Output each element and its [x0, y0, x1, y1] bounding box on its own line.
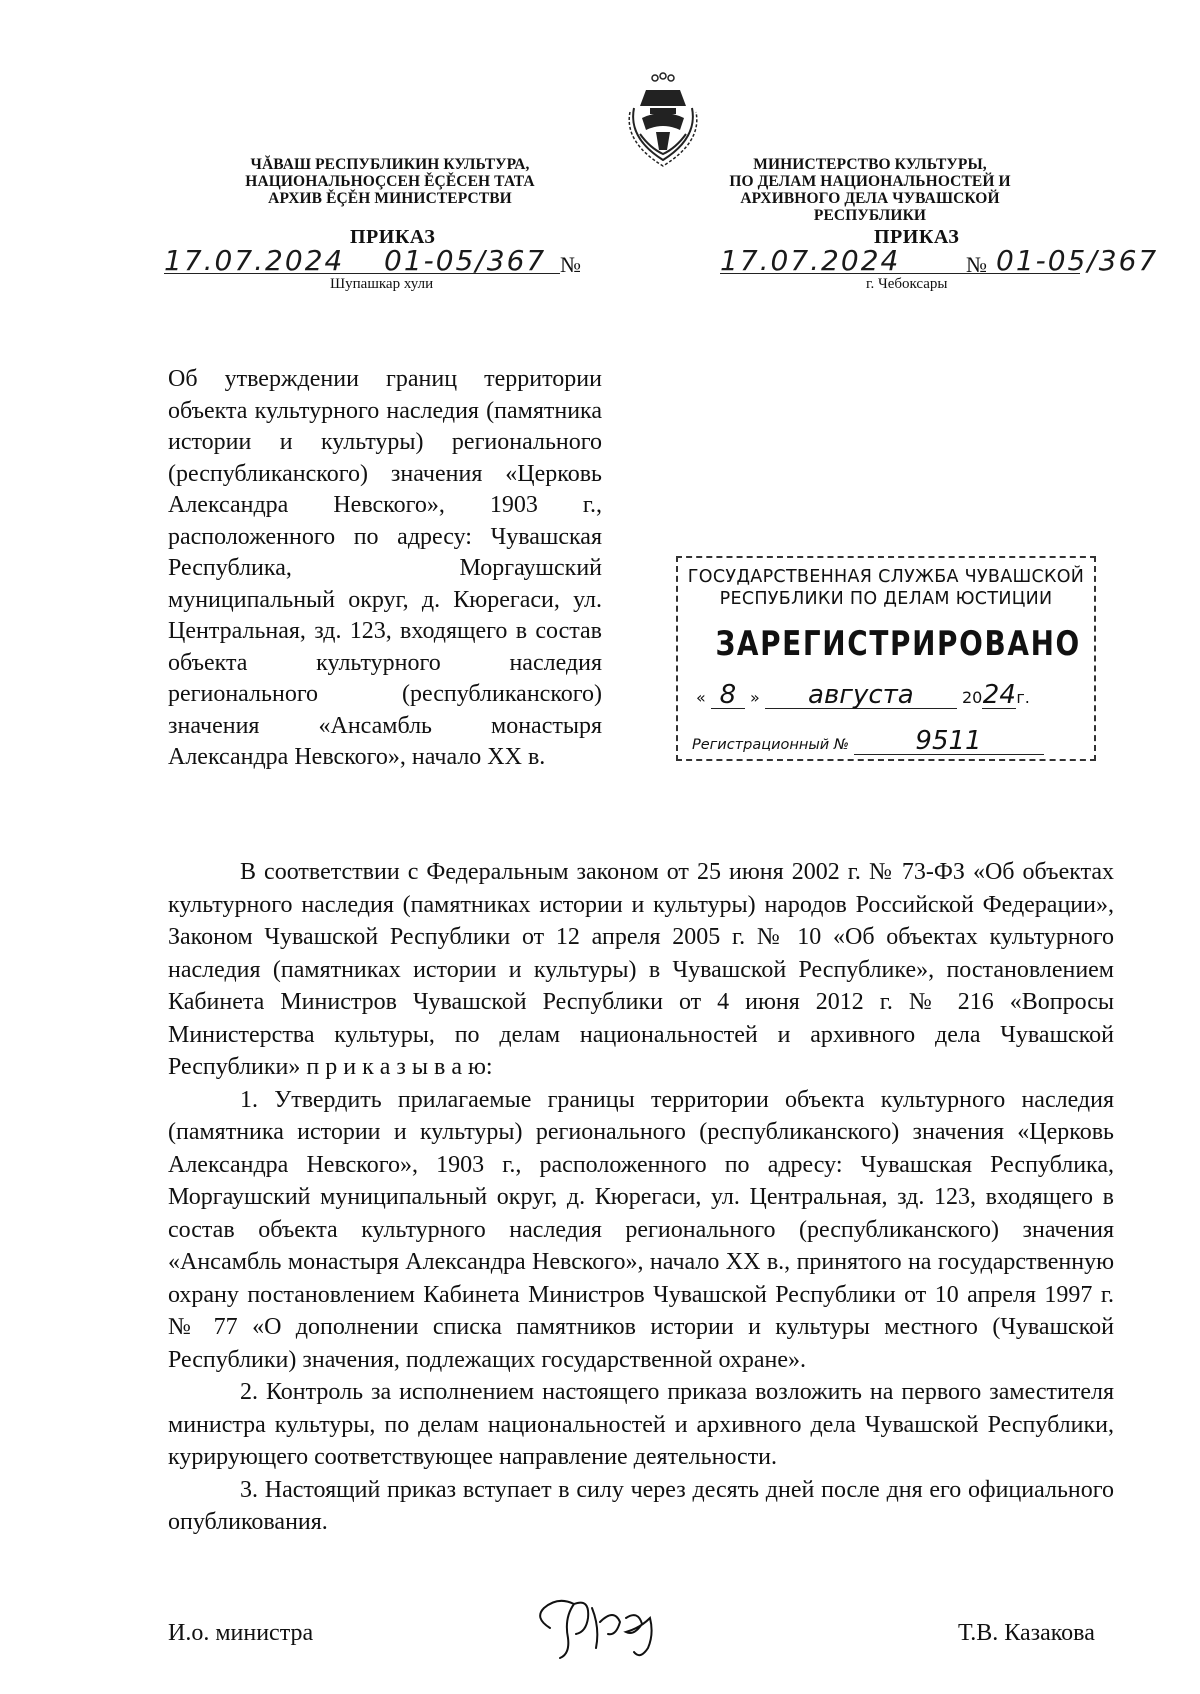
stamp-quote-open: « — [696, 688, 706, 707]
stamp-day: 8 — [711, 682, 745, 709]
coat-of-arms-emblem — [620, 68, 706, 168]
order-left-underline — [164, 273, 560, 274]
stamp-year-prefix: 20 — [961, 688, 983, 707]
header-left-chuvash — [230, 156, 550, 207]
signature-position: И.о. министра — [168, 1620, 314, 1646]
header-left-line-3: АРХИВ ĚÇĚН МИНИСТЕРСТВИ — [268, 190, 512, 207]
signature-name: Т.В. Казакова — [958, 1620, 1095, 1646]
order-left-city: Шупашкар хули — [330, 276, 434, 292]
stamp-reg-label: Регистрационный № — [692, 737, 849, 753]
stamp-month: августа — [765, 682, 957, 709]
order-right-number: 01-05/367 — [996, 244, 1159, 277]
header-left-line-1: ЧĂВАШ РЕСПУБЛИКИН КУЛЬТУРА, — [250, 156, 530, 173]
order-right-date: 17.07.2024 — [720, 244, 901, 277]
order-right-underline — [720, 273, 1080, 274]
body-paragraph-1: 1. Утвердить прилагаемые границы территории объекта культурного наследия (памятника истории и культуры) регионального (республиканского) значения «Церковь Александра Невского», 1903 г., расположенного по адресу: Чувашская Республика, Моргаушский муниципальный округ, д. Кюрегаси, ул. Центральная, зд. 123, входящего в состав объекта культурного наследия регионального (республиканского) значения «Ансамбль монастыря Александра Невского», начало XX в., принятого на государственную охрану постановлением Кабинета Министров Чувашской Республики от 10 апреля 1997 г. № 77 «О дополнении списка памятников истории и культуры местного (Чувашской Республики) значения, подлежащих государственной охране». — [168, 1086, 1114, 1373]
order-body — [168, 856, 1114, 1539]
stamp-year-suffix: 24 — [982, 680, 1016, 710]
stamp-quote-close: » — [749, 688, 760, 707]
body-paragraph-preamble: В соответствии с Федеральным законом от 25 июня 2002 г. № 73-ФЗ «Об объектах культурного наследия (памятниках истории и культуры) народов Российской Федерации», Законом Чувашской Республики от 12 апреля 2005 г. № 10 «Об объектах культурного наследия (памятниках истории и культуры) в Чувашской Республике», постановлением Кабинета Министров Чувашской Республики от 4 июня 2012 г. № 216 «Вопросы Министерства культуры, по делам национальностей и архивного дела Чувашской Республики» п р и к а з ы в а ю: — [168, 859, 1114, 1080]
body-paragraph-3: 3. Настоящий приказ вступает в силу через десять дней после дня его официального опубликования. — [168, 1476, 1114, 1535]
stamp-reg-number: 9511 — [854, 728, 1044, 755]
header-right-russian — [700, 156, 1040, 224]
header-right-line-3: АРХИВНОГО ДЕЛА ЧУВАШСКОЙ РЕСПУБЛИКИ — [740, 190, 1000, 224]
order-right-title: ПРИКАЗ — [874, 226, 960, 248]
header-right-line-2: ПО ДЕЛАМ НАЦИОНАЛЬНОСТЕЙ И — [729, 173, 1011, 190]
header-left-line-2: НАЦИОНАЛЬНОÇСЕН ĚÇĚСЕН ТАТА — [245, 173, 535, 190]
stamp-line-2: РЕСПУБЛИКИ ПО ДЕЛАМ ЮСТИЦИИ — [719, 589, 1053, 609]
stamp-line-1: ГОСУДАРСТВЕННАЯ СЛУЖБА ЧУВАШСКОЙ — [687, 567, 1085, 587]
header-right-line-1: МИНИСТЕРСТВО КУЛЬТУРЫ, — [753, 156, 987, 173]
stamp-year-g: г. — [1016, 688, 1030, 707]
handwritten-signature — [530, 1588, 690, 1666]
stamp-date-row — [696, 682, 1030, 709]
stamp-number-row — [692, 728, 1044, 755]
order-subject: Об утверждении границ территории объекта культурного наследия (памятника истории и культуры) регионального (республиканского) значения «Церковь Александра Невского», 1903 г., расположенного по адресу: Чувашская Республика, Моргаушский муниципальный округ, д. Кюрегаси, ул. Центральная, зд. 123, входящего в состав объекта культурного наследия регионального (республиканского) значения «Ансамбль монастыря Александра Невского», начало XX в. — [168, 366, 602, 770]
order-left-date: 17.07.2024 — [164, 244, 345, 277]
body-paragraph-2: 2. Контроль за исполнением настоящего приказа возложить на первого заместителя министра культуры, по делам национальностей и архивного дела Чувашской Республики, курирующего соответствующее направление деятельности. — [168, 1379, 1114, 1470]
order-left-number: 01-05/367 — [384, 244, 547, 277]
registration-stamp — [676, 556, 1096, 761]
order-right-city: г. Чебоксары — [866, 276, 948, 292]
order-right-number-sign: № — [966, 252, 987, 277]
order-left-number-sign: № — [560, 252, 581, 277]
stamp-header — [678, 566, 1094, 610]
order-left-title: ПРИКАЗ — [350, 226, 436, 248]
stamp-registered: ЗАРЕГИСТРИРОВАНО — [715, 624, 1081, 664]
